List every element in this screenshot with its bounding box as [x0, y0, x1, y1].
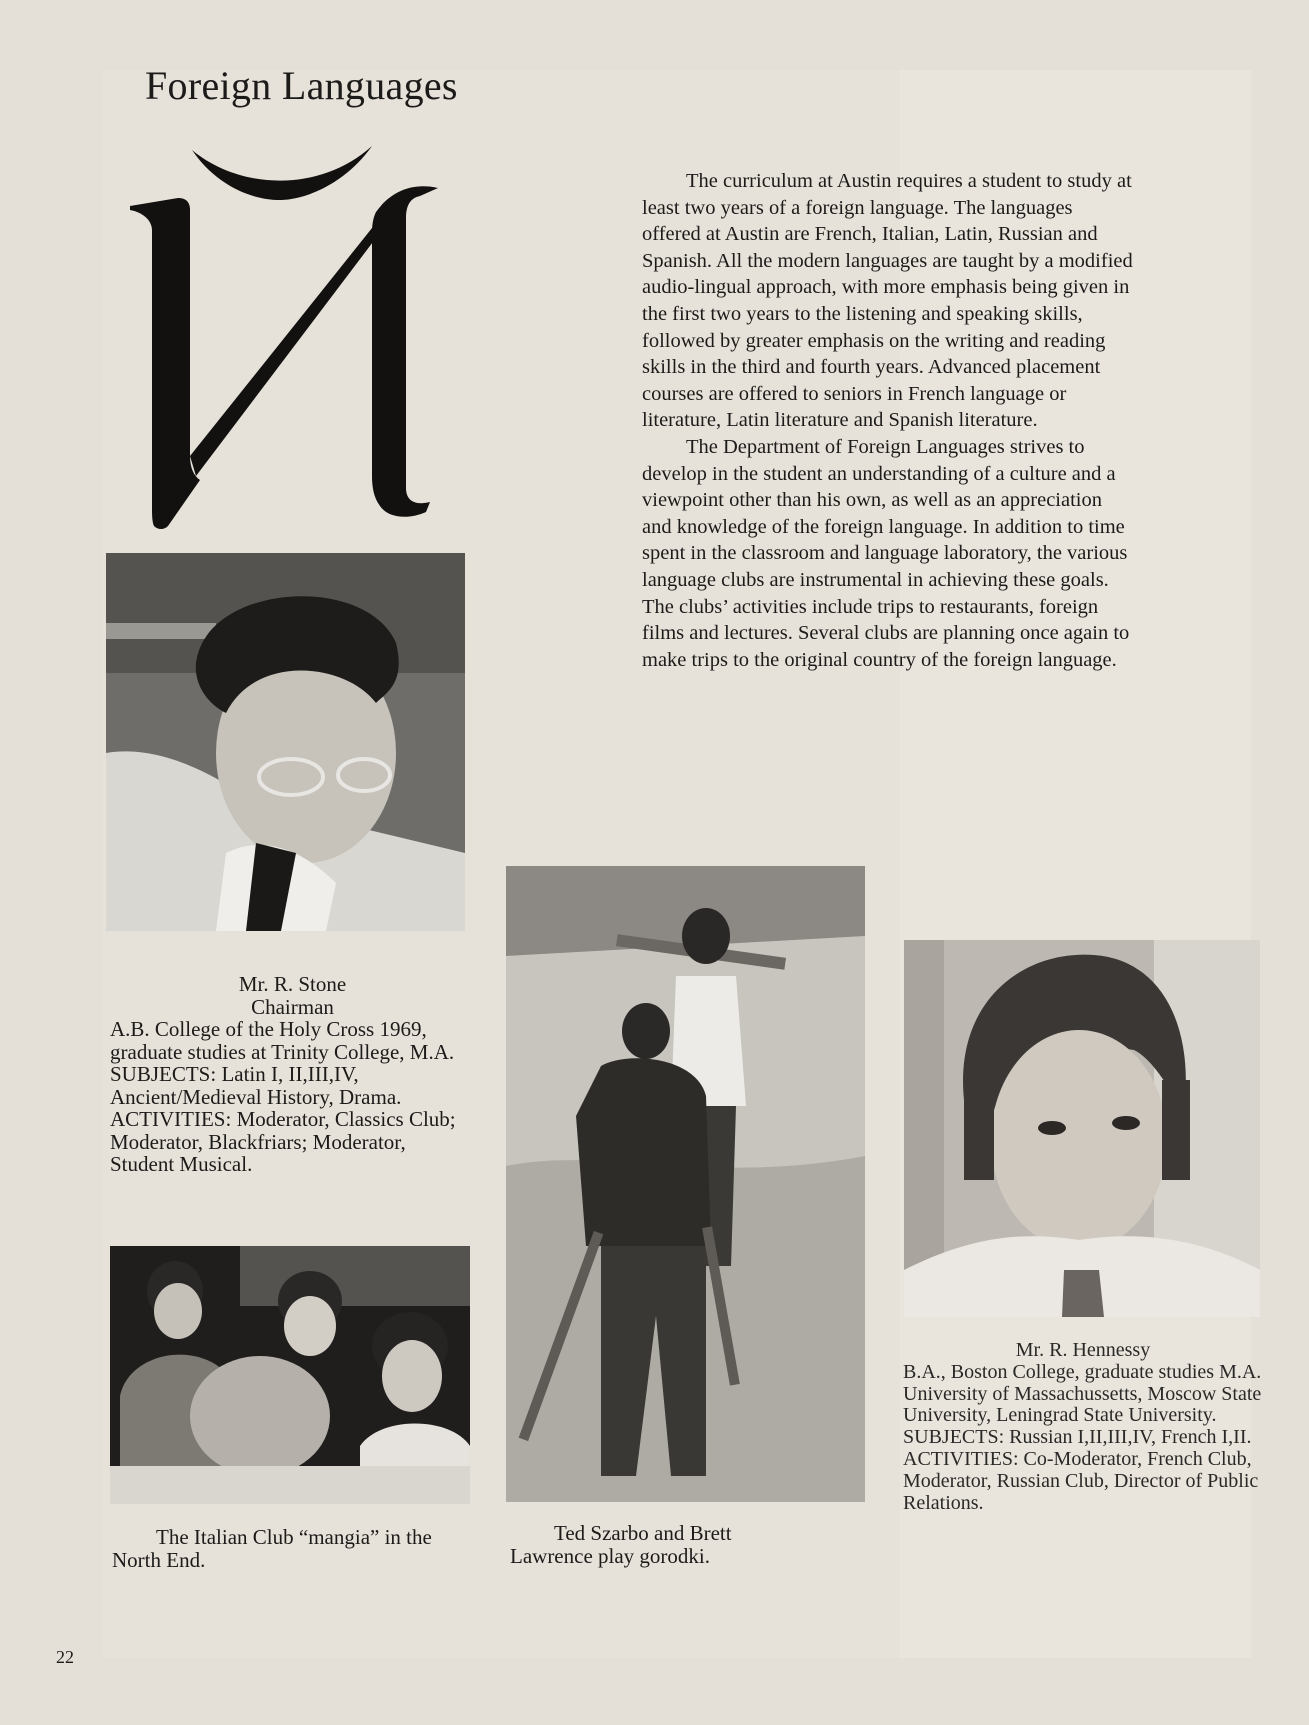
hennessy-bio: B.A., Boston College, graduate studies M.A. University of Massachussetts, Moscow State University, Leningrad State University. SUBJECTS: Russian I,II,III,IV, French I,II. ACTIVITIES: Co-Moderator, French Club, Moderator, Russian Club, Director of Public Relations.: [903, 1360, 1262, 1514]
caption-mr-hennessy: [903, 1340, 1263, 1514]
caption-italian-club: The Italian Club “mangia” in the North End.: [112, 1525, 432, 1572]
photo-mr-stone: [106, 553, 465, 931]
paragraph-1: The curriculum at Austin requires a student to study at least two years of a foreign language. The languages offered at Austin are French, Italian, Latin, Russian and Spanish. All the modern languages are taught by a modified audio-lingual approach, with more emphasis being given in the first two years to the listening and speaking skills, followed by greater emphasis on the writing and reading skills in the third and fourth years. Advanced placement courses are offered to seniors in French language or literature, Latin literature and Spanish literature.: [642, 170, 1133, 432]
stone-bio: A.B. College of the Holy Cross 1969, graduate studies at Trinity College, M.A. SUBJECTS: Latin I, II,III,IV, Ancient/Medieval History, Drama. ACTIVITIES: Moderator, Classics Club; Moderator, Blackfriars; Moderator, Student Musical.: [110, 1017, 456, 1176]
article-body: [642, 168, 1134, 673]
page-title: Foreign Languages: [145, 63, 458, 108]
photo-mr-hennessy: [904, 940, 1260, 1317]
photo-gorodki: [506, 866, 865, 1502]
caption-mr-stone: [110, 973, 475, 1176]
photo-italian-club: [110, 1246, 470, 1504]
page-number: 22: [56, 1647, 74, 1667]
stone-name: Mr. R. Stone: [238, 972, 347, 996]
stone-role: Chairman: [251, 994, 334, 1019]
caption-gorodki: Ted Szarbo and Brett Lawrence play gorodki.: [510, 1521, 732, 1568]
hennessy-name: Mr. R. Hennessy: [1015, 1339, 1151, 1361]
decorative-cyrillic-letter: [120, 138, 450, 538]
paragraph-2: The Department of Foreign Languages strives to develop in the student an understanding of a culture and a viewpoint other than his own, as well as an appreciation and knowledge of the foreign language. In addition to time spent in the classroom and language laboratory, the various language clubs are instrumental in achieving these goals. The clubs’ activities include trips to restaurants, foreign films and lectures. Several clubs are planning once again to make trips to the original country of the foreign language.: [642, 435, 1130, 671]
